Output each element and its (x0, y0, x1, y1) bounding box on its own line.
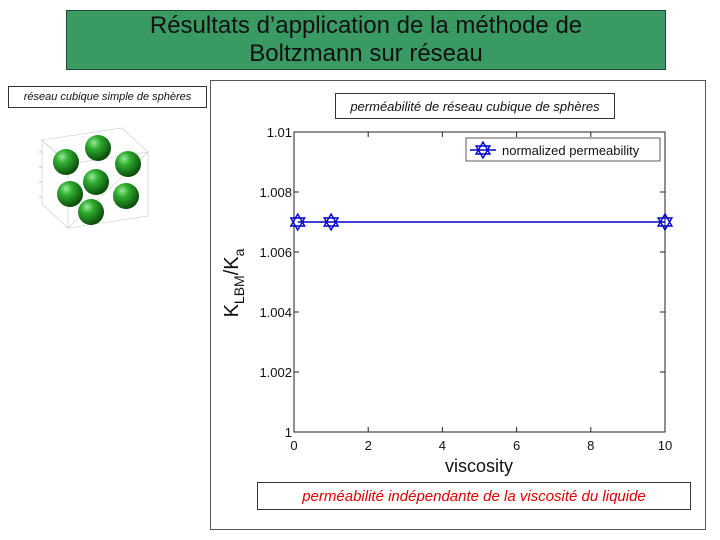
chart-panel-title: perméabilité de réseau cubique de sphères (335, 93, 615, 119)
x-tick-label: 6 (512, 438, 521, 453)
y-tick-label: 1.01 (266, 125, 292, 140)
y-tick-label: 1.008 (259, 185, 292, 200)
y-tick-label: 1 (284, 425, 292, 440)
x-tick-label: 10 (657, 438, 673, 453)
legend (466, 138, 660, 161)
slide-title-line-2: Boltzmann sur réseau (249, 40, 483, 67)
x-axis-label: viscosity (444, 456, 514, 476)
x-tick-label: 0 (290, 438, 298, 453)
axes (259, 125, 672, 453)
sphere-lattice-caption: réseau cubique simple de sphères (8, 86, 207, 108)
slide-title-line-1: Résultats d’application de la méthode de (149, 12, 583, 39)
y-tick-label: 1.004 (259, 305, 292, 320)
y-tick-label: 1.002 (259, 365, 292, 380)
plot-area (294, 132, 665, 432)
legend-label: normalized permeability (502, 143, 640, 158)
x-tick-label: 2 (364, 438, 372, 453)
x-tick-label: 4 (438, 438, 447, 453)
y-axis-label: $K_{LBM}/K_a$ (221, 248, 247, 318)
y-tick-label: 1.006 (259, 245, 292, 260)
conclusion-text: perméabilité indépendante de la viscosité du liquide (257, 482, 691, 510)
x-tick-label: 8 (587, 438, 595, 453)
